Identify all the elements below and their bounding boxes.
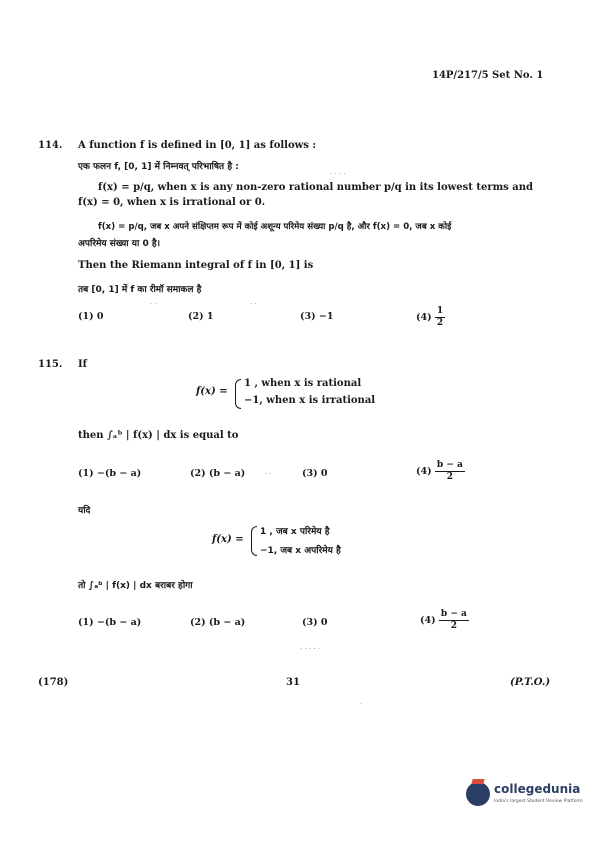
piecewise-brace bbox=[235, 379, 241, 409]
scan-speck: · bbox=[360, 700, 363, 708]
fraction: $\frac{b - a}{2}$ bbox=[436, 460, 463, 482]
q115-hi-option-4 bbox=[420, 610, 469, 631]
watermark-brand: collegedunia bbox=[494, 782, 581, 796]
q114-definition-hi-1: f(x) = p/q, जब x अपने संक्षिप्तम रूप में कोई अशून्य परिमेय संख्या p/q है, और f(x) = 0, जब x कोई bbox=[98, 222, 452, 232]
q114-question-en: Then the Riemann integral of f in [0, 1] is bbox=[78, 260, 314, 271]
q114-option-1 bbox=[78, 311, 104, 322]
q115-hi-option-2 bbox=[190, 617, 245, 628]
option-value: −1 bbox=[318, 311, 334, 322]
option-label: (3) bbox=[302, 617, 318, 628]
option-label: (2) bbox=[188, 311, 204, 322]
page-number: 31 bbox=[286, 677, 300, 688]
option-label: (1) bbox=[78, 617, 94, 628]
scan-speck: · · bbox=[265, 470, 272, 478]
option-label: (1) bbox=[78, 311, 94, 322]
scan-speck: · · · · · bbox=[300, 645, 321, 653]
option-label: (1) bbox=[78, 468, 94, 479]
question-number-114: 114. bbox=[38, 140, 63, 151]
scan-speck: · · · · bbox=[330, 170, 346, 178]
q114-statement-hi: एक फलन f, [0, 1] में निम्नवत् परिभाषित है : bbox=[78, 162, 239, 172]
q114-definition-en-2: f(x) = 0, when x is irrational or 0. bbox=[78, 197, 266, 208]
option-value: −(b − a) bbox=[96, 617, 142, 628]
fraction: $\frac{1}{2}$ bbox=[436, 306, 444, 328]
q115-en-option-4 bbox=[416, 461, 465, 482]
option-label: (2) bbox=[190, 617, 206, 628]
q115-case-1-en: 1 , when x is rational bbox=[244, 378, 362, 389]
option-value: (b − a) bbox=[208, 617, 246, 628]
scan-speck: · · bbox=[250, 300, 257, 308]
q115-hi-option-1 bbox=[78, 617, 141, 628]
q115-hi-option-3 bbox=[302, 617, 328, 628]
set-code: 14P/217/5 Set No. 1 bbox=[432, 70, 544, 81]
option-value: 1 bbox=[206, 311, 214, 322]
q114-option-2 bbox=[188, 311, 214, 322]
q114-definition-hi-2: अपरिमेय संख्या या 0 है। bbox=[78, 239, 161, 249]
q114-option-4 bbox=[416, 307, 445, 328]
option-label: (3) bbox=[302, 468, 318, 479]
q115-fx-label-hi: f(x) = bbox=[212, 534, 244, 545]
q114-definition-en-1: f(x) = p/q, when x is any non-zero rational number p/q in its lowest terms and bbox=[98, 182, 534, 193]
q115-if-en: If bbox=[78, 359, 87, 370]
option-label: (3) bbox=[300, 311, 316, 322]
q115-case-1-hi: 1 , जब x परिमेय है bbox=[260, 527, 330, 537]
fraction: $\frac{b - a}{2}$ bbox=[440, 609, 467, 631]
option-value: −(b − a) bbox=[96, 468, 142, 479]
piecewise-brace bbox=[251, 526, 257, 556]
q115-case-2-en: −1, when x is irrational bbox=[244, 395, 376, 406]
q115-en-option-1 bbox=[78, 468, 141, 479]
option-label: (4) bbox=[416, 466, 432, 477]
footer-code: (178) bbox=[38, 677, 69, 688]
q114-option-3 bbox=[300, 311, 334, 322]
q114-statement-en: A function f is defined in [0, 1] as follows : bbox=[78, 140, 317, 151]
q114-question-hi: तब [0, 1] में f का रीमॉ समाकल है bbox=[78, 285, 202, 295]
q115-then-hi: तो ∫ₐᵇ | f(x) | dx बराबर होगा bbox=[78, 581, 193, 591]
question-number-115: 115. bbox=[38, 359, 63, 370]
q115-en-option-2 bbox=[190, 468, 245, 479]
scan-speck: · · bbox=[150, 300, 157, 308]
q115-then-en: then ∫ₐᵇ | f(x) | dx is equal to bbox=[78, 430, 239, 441]
q115-if-hi: यदि bbox=[78, 506, 91, 516]
pto-note: (P.T.O.) bbox=[510, 677, 551, 688]
graduation-cap-icon bbox=[471, 779, 484, 784]
option-value: 0 bbox=[320, 468, 328, 479]
q115-en-option-3 bbox=[302, 468, 328, 479]
q115-case-2-hi: −1, जब x अपरिमेय है bbox=[260, 546, 341, 556]
watermark-tagline: India's largest Student Review Platform bbox=[494, 799, 583, 804]
option-value: 0 bbox=[96, 311, 104, 322]
q115-fx-label-en: f(x) = bbox=[196, 386, 228, 397]
option-label: (4) bbox=[420, 615, 436, 626]
option-label: (4) bbox=[416, 312, 432, 323]
option-value: (b − a) bbox=[208, 468, 246, 479]
option-label: (2) bbox=[190, 468, 206, 479]
collegedunia-logo-icon bbox=[466, 782, 490, 806]
option-value: 0 bbox=[320, 617, 328, 628]
